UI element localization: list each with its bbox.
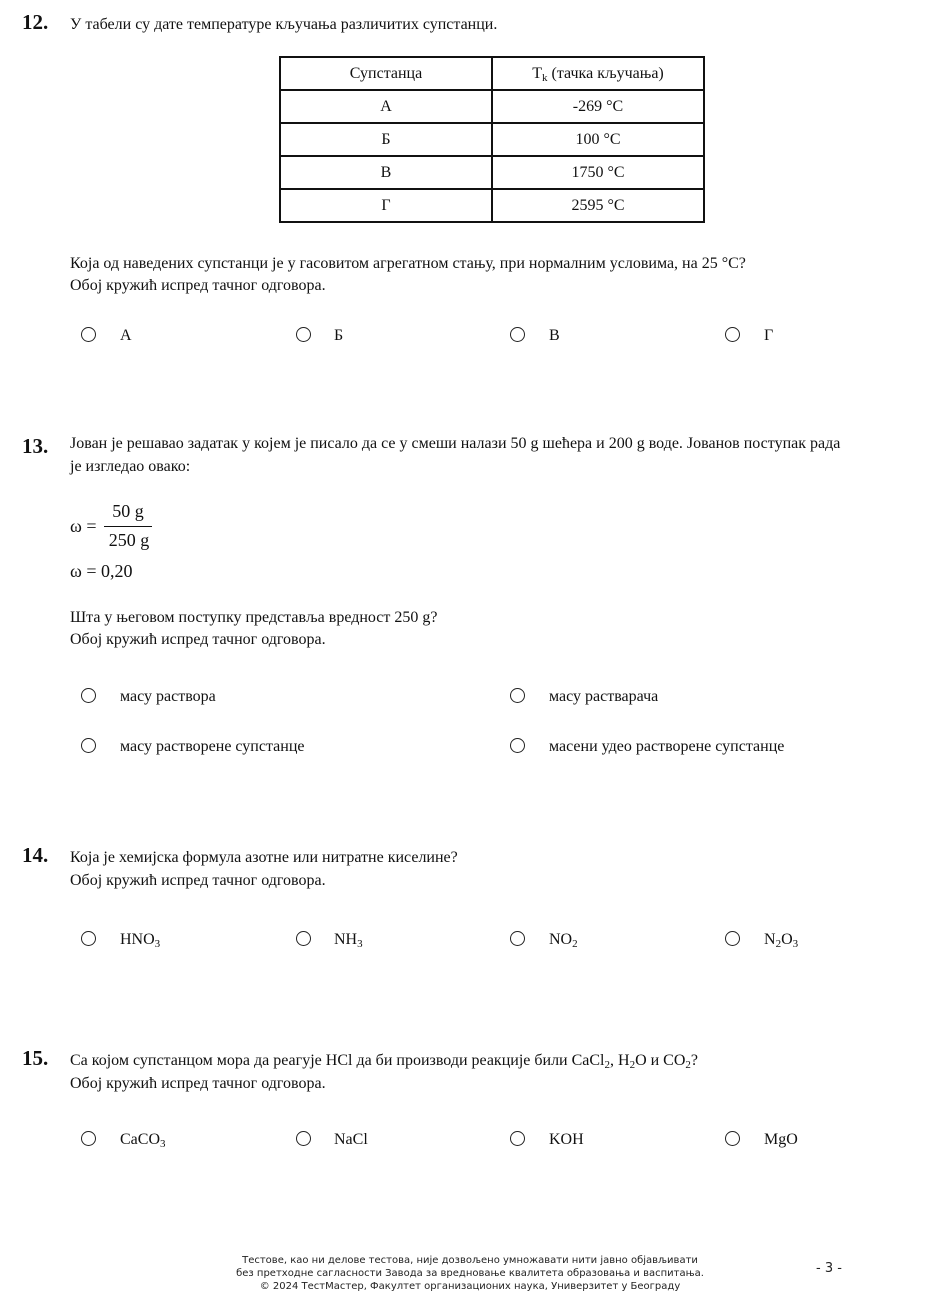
copyright-footer: [0, 1254, 940, 1293]
table-cell-temp: 2595 °C: [492, 189, 704, 222]
question-15-number: 15.: [22, 1046, 49, 1070]
q13-option-a-label: масу раствора: [120, 688, 216, 705]
q12-option-c-label: В: [549, 327, 560, 344]
table-row: [280, 156, 704, 189]
table-cell-substance: Б: [280, 123, 492, 156]
q15-option-c-label: KOH: [549, 1131, 584, 1148]
footer-line-2: без претходне сагласности Завода за вредновање квалитета образовања и васпитања.: [236, 1268, 704, 1279]
q12-option-a-label: А: [120, 327, 132, 344]
table-row: [280, 123, 704, 156]
question-12-text: Која од наведених супстанци је у гасовитом агрегатном стању, при нормалним условима, на 25 °C?: [70, 255, 746, 272]
table-cell-temp: -269 °C: [492, 90, 704, 123]
q15-option-c-radio[interactable]: [510, 1131, 525, 1146]
q14-option-a-radio[interactable]: [81, 931, 96, 946]
fraction-bar: [104, 526, 152, 527]
table-header-substance: Супстанца: [280, 57, 492, 90]
footer-line-1: Тестове, као ни делове тестова, није дозвољено умножавати нити јавно објављивати: [242, 1255, 698, 1266]
q15-option-d-radio[interactable]: [725, 1131, 740, 1146]
table-row: [280, 90, 704, 123]
q12-option-b-label: Б: [334, 327, 344, 344]
question-15-question: Са којом супстанцом мора да реагује HCl да би производи реакције били CaCl$_2$, $H_2O$ и $CO_2$?: [70, 1052, 699, 1071]
question-13-text-line1: Јован је решавао задатак у којем је писало да се у смеши налази 50 g шећера и 200 g воде. Јованов поступак рада: [70, 435, 841, 452]
footer-line-3: © 2024 ТестМастер, Факултет организационих наука, Универзитет у Београду: [259, 1281, 681, 1292]
q12-option-a-radio[interactable]: [81, 327, 96, 342]
q15-option-a-radio[interactable]: [81, 1131, 96, 1146]
q14-option-b-radio[interactable]: [296, 931, 311, 946]
page-number: - 3 -: [816, 1261, 842, 1276]
table-header-row: [280, 57, 704, 90]
question-13-number: 13.: [22, 434, 49, 458]
question-14-number: 14.: [22, 843, 49, 867]
formula-lhs: ω =: [70, 516, 97, 536]
question-12-number: 12.: [22, 10, 49, 34]
q14-option-d-radio[interactable]: [725, 931, 740, 946]
q12-option-c-radio[interactable]: [510, 327, 525, 342]
table-cell-substance: В: [280, 156, 492, 189]
question-14-instruction: Обој кружић испред тачног одговора.: [70, 872, 326, 889]
q13-option-b-radio[interactable]: [510, 688, 525, 703]
q14-option-c-radio[interactable]: [510, 931, 525, 946]
q14-option-a-label: $HNO_3$: [120, 931, 161, 950]
table-cell-substance: А: [280, 90, 492, 123]
q13-option-b-label: масу растварача: [549, 688, 659, 705]
table-cell-substance: Г: [280, 189, 492, 222]
table-cell-temp: 100 °C: [492, 123, 704, 156]
q14-option-b-label: $NH_3$: [334, 931, 363, 950]
q15-option-b-label: NaCl: [334, 1131, 368, 1148]
q13-option-a-radio[interactable]: [81, 688, 96, 703]
q13-option-c-label: масу растворене супстанце: [120, 738, 305, 755]
table-row: [280, 189, 704, 222]
question-15-instruction: Обој кружић испред тачног одговора.: [70, 1075, 326, 1092]
q15-option-b-radio[interactable]: [296, 1131, 311, 1146]
q14-option-c-label: $NO_2$: [549, 931, 578, 950]
question-13-text-line2: је изгледао овако:: [70, 458, 191, 475]
q13-option-c-radio[interactable]: [81, 738, 96, 753]
question-14-question: Која је хемијска формула азотне или нитратне киселине?: [70, 849, 458, 866]
q15-option-d-label: MgO: [764, 1131, 798, 1148]
boiling-point-table: [279, 56, 705, 223]
q12-option-d-label: Г: [764, 327, 774, 344]
q13-option-d-radio[interactable]: [510, 738, 525, 753]
q13-option-d-label: масени удео растворене супстанце: [549, 738, 785, 755]
question-12-instruction: Обој кружић испред тачног одговора.: [70, 277, 326, 294]
q12-option-b-radio[interactable]: [296, 327, 311, 342]
formula-numerator: 50 g: [112, 501, 144, 521]
question-12-intro: У табели су дате температуре кључања различитих супстанци.: [70, 16, 498, 33]
table-header-boiling-point: $T_k$ (тачка кључања): [492, 57, 704, 90]
formula-result: ω = 0,20: [70, 561, 133, 581]
question-13-question: Шта у његовом поступку представља вредност 250 g?: [70, 609, 438, 626]
formula-denominator: 250 g: [108, 530, 150, 550]
q15-option-a-label: CaCO$_3$: [120, 1131, 166, 1150]
q12-option-d-radio[interactable]: [725, 327, 740, 342]
table-cell-temp: 1750 °C: [492, 156, 704, 189]
question-13-instruction: Обој кружић испред тачног одговора.: [70, 631, 326, 648]
q14-option-d-label: $N_2O_3$: [764, 931, 799, 950]
